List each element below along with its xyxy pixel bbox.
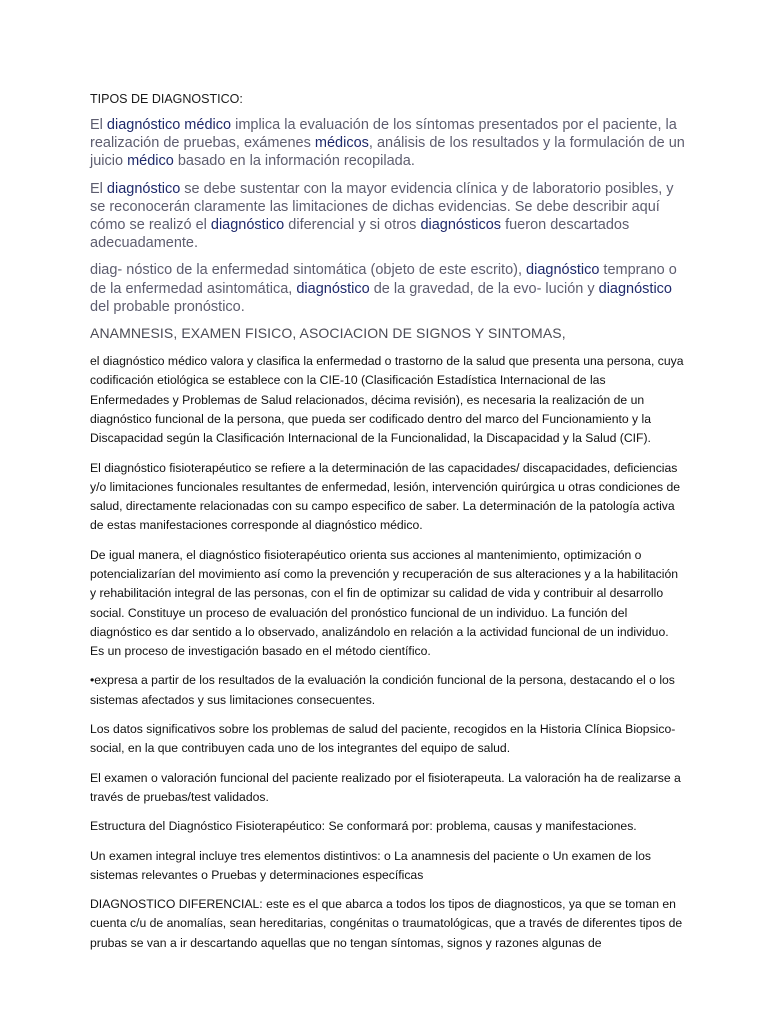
keyword-link-text: diagnóstico bbox=[598, 280, 672, 297]
section-title: ANAMNESIS, EXAMEN FISICO, ASOCIACION DE SIGNOS Y SINTOMAS, bbox=[90, 325, 566, 342]
gray-paragraph-2 bbox=[90, 180, 685, 253]
paragraph-bullet-expresa: •expresa a partir de los resultados de la evaluación la condición funcional de la persona, destacando el o los sistemas afectados y sus limitaciones consecuentes. bbox=[90, 673, 675, 707]
paragraph-datos-significativos: Los datos significativos sobre los problemas de salud del paciente, recogidos en la Historia Clínica Biopsico-social, en la que contribuyen cada uno de los integrantes del equipo de salud. bbox=[90, 722, 676, 756]
document-heading: TIPOS DE DIAGNOSTICO: bbox=[90, 92, 243, 106]
paragraph-estructura: Estructura del Diagnóstico Fisioterapéutico: Se conformará por: problema, causas y manifestaciones. bbox=[90, 819, 637, 834]
gray-paragraph-3 bbox=[90, 261, 685, 316]
gray-paragraph-block bbox=[90, 116, 685, 316]
paragraph-text-run: temprano o de la enfermedad asintomática, bbox=[90, 262, 677, 297]
keyword-link-text: diagnósticos bbox=[420, 217, 502, 234]
paragraph-text-run: se debe sustentar con la mayor evidencia clínica y de laboratorio posibles, y se reconocerán claramente las limitaciones de dichas evidencias. Se debe describir aquí cómo se realizó el bbox=[90, 180, 674, 234]
paragraph-text-run: , análisis de los resultados y la formulación de un juicio bbox=[90, 135, 685, 170]
keyword-link-text: diagnóstico bbox=[210, 217, 285, 234]
keyword-link-text: diagnóstico bbox=[526, 262, 600, 279]
keyword-link-text: diagnóstico bbox=[106, 180, 181, 197]
keyword-link-text: médico bbox=[127, 153, 174, 170]
paragraph-text-run: del probable pronóstico. bbox=[90, 298, 245, 315]
paragraph-fisioterapeutico-acciones: De igual manera, el diagnóstico fisioterapéutico orienta sus acciones al mantenimiento, optimización o potencializarían del movimiento así como la prevención y recuperación de sus alteraciones y a la habilitación y rehabilitación integral de las personas, con el fin de optimizar su calidad de vida y contribuir al desarrollo social. Constituye un proceso de evaluación del pronóstico funcional de un individuo. La función del diagnóstico es dar sentido a lo observado, analizándolo en relación a la actividad funcional de un individuo. Es un proceso de investigación basado en el método científico. bbox=[90, 547, 679, 659]
keyword-link-text: médicos bbox=[314, 135, 369, 152]
paragraph-text-run: diag- nóstico de la enfermedad sintomática (objeto de este escrito), bbox=[90, 262, 527, 279]
keyword-link-text: diagnóstico bbox=[296, 280, 370, 297]
paragraph-text-run: basado en la información recopilada. bbox=[173, 153, 415, 170]
paragraph-text-run: implica la evaluación de los síntomas presentados por el paciente, la realización de pruebas, exámenes bbox=[90, 117, 677, 152]
paragraph-text-run: diferencial y si otros bbox=[284, 217, 421, 234]
paragraph-text-run: El bbox=[90, 180, 107, 197]
paragraph-fisioterapeutico-definition: El diagnóstico fisioterapéutico se refiere a la determinación de las capacidades/ discapacidades, deficiencias y/o limitaciones funcionales resultantes de enfermedad, lesión, intervención quirúrgica u otras condiciones de salud, directamente relacionadas con su campo especifico de saber. La determinación de la patología activa de estas manifestaciones corresponde al diagnóstico médico. bbox=[90, 460, 681, 533]
gray-paragraph-1 bbox=[90, 116, 685, 171]
paragraph-text-run: de la gravedad, de la evo- lución y bbox=[369, 280, 599, 297]
keyword-link-text: diagnóstico médico bbox=[106, 117, 232, 133]
document-page bbox=[90, 92, 685, 963]
paragraph-text-run: fueron descartados adecuadamente. bbox=[90, 217, 630, 252]
paragraph-diagnostico-diferencial: DIAGNOSTICO DIFERENCIAL: este es el que abarca a todos los tipos de diagnosticos, ya que se toman en cuenta c/u de anomalías, sean hereditarias, congénitas o traumatológicas, que a través de diferentes tipos de prubas se van a ir descartando aquellas que no tengan síntomas, signos y razones algunas de bbox=[90, 897, 683, 950]
paragraph-cie-10: el diagnóstico médico valora y clasifica la enfermedad o trastorno de la salud que presenta una persona, cuya codificación etiológica se establece con la CIE-10 (Clasificación Estadística Internacional de las Enfermedades y Problemas de Salud relacionados, décima revisión), es necesaria la realización de un diagnóstico funcional de la persona, que pueda ser codificado dentro del marco del Funcionamiento y la Discapacidad según la Clasificación Internacional de la Funcionalidad, la Discapacidad y la Salud (CIF). bbox=[90, 354, 684, 446]
paragraph-examen-funcional: El examen o valoración funcional del paciente realizado por el fisioterapeuta. La valoración ha de realizarse a través de pruebas/test validados. bbox=[90, 770, 681, 804]
paragraph-examen-integral: Un examen integral incluye tres elementos distintivos: o La anamnesis del paciente o Un examen de los sistemas relevantes o Pruebas y determinaciones específicas bbox=[90, 848, 651, 882]
paragraph-text-run: El bbox=[90, 117, 107, 133]
